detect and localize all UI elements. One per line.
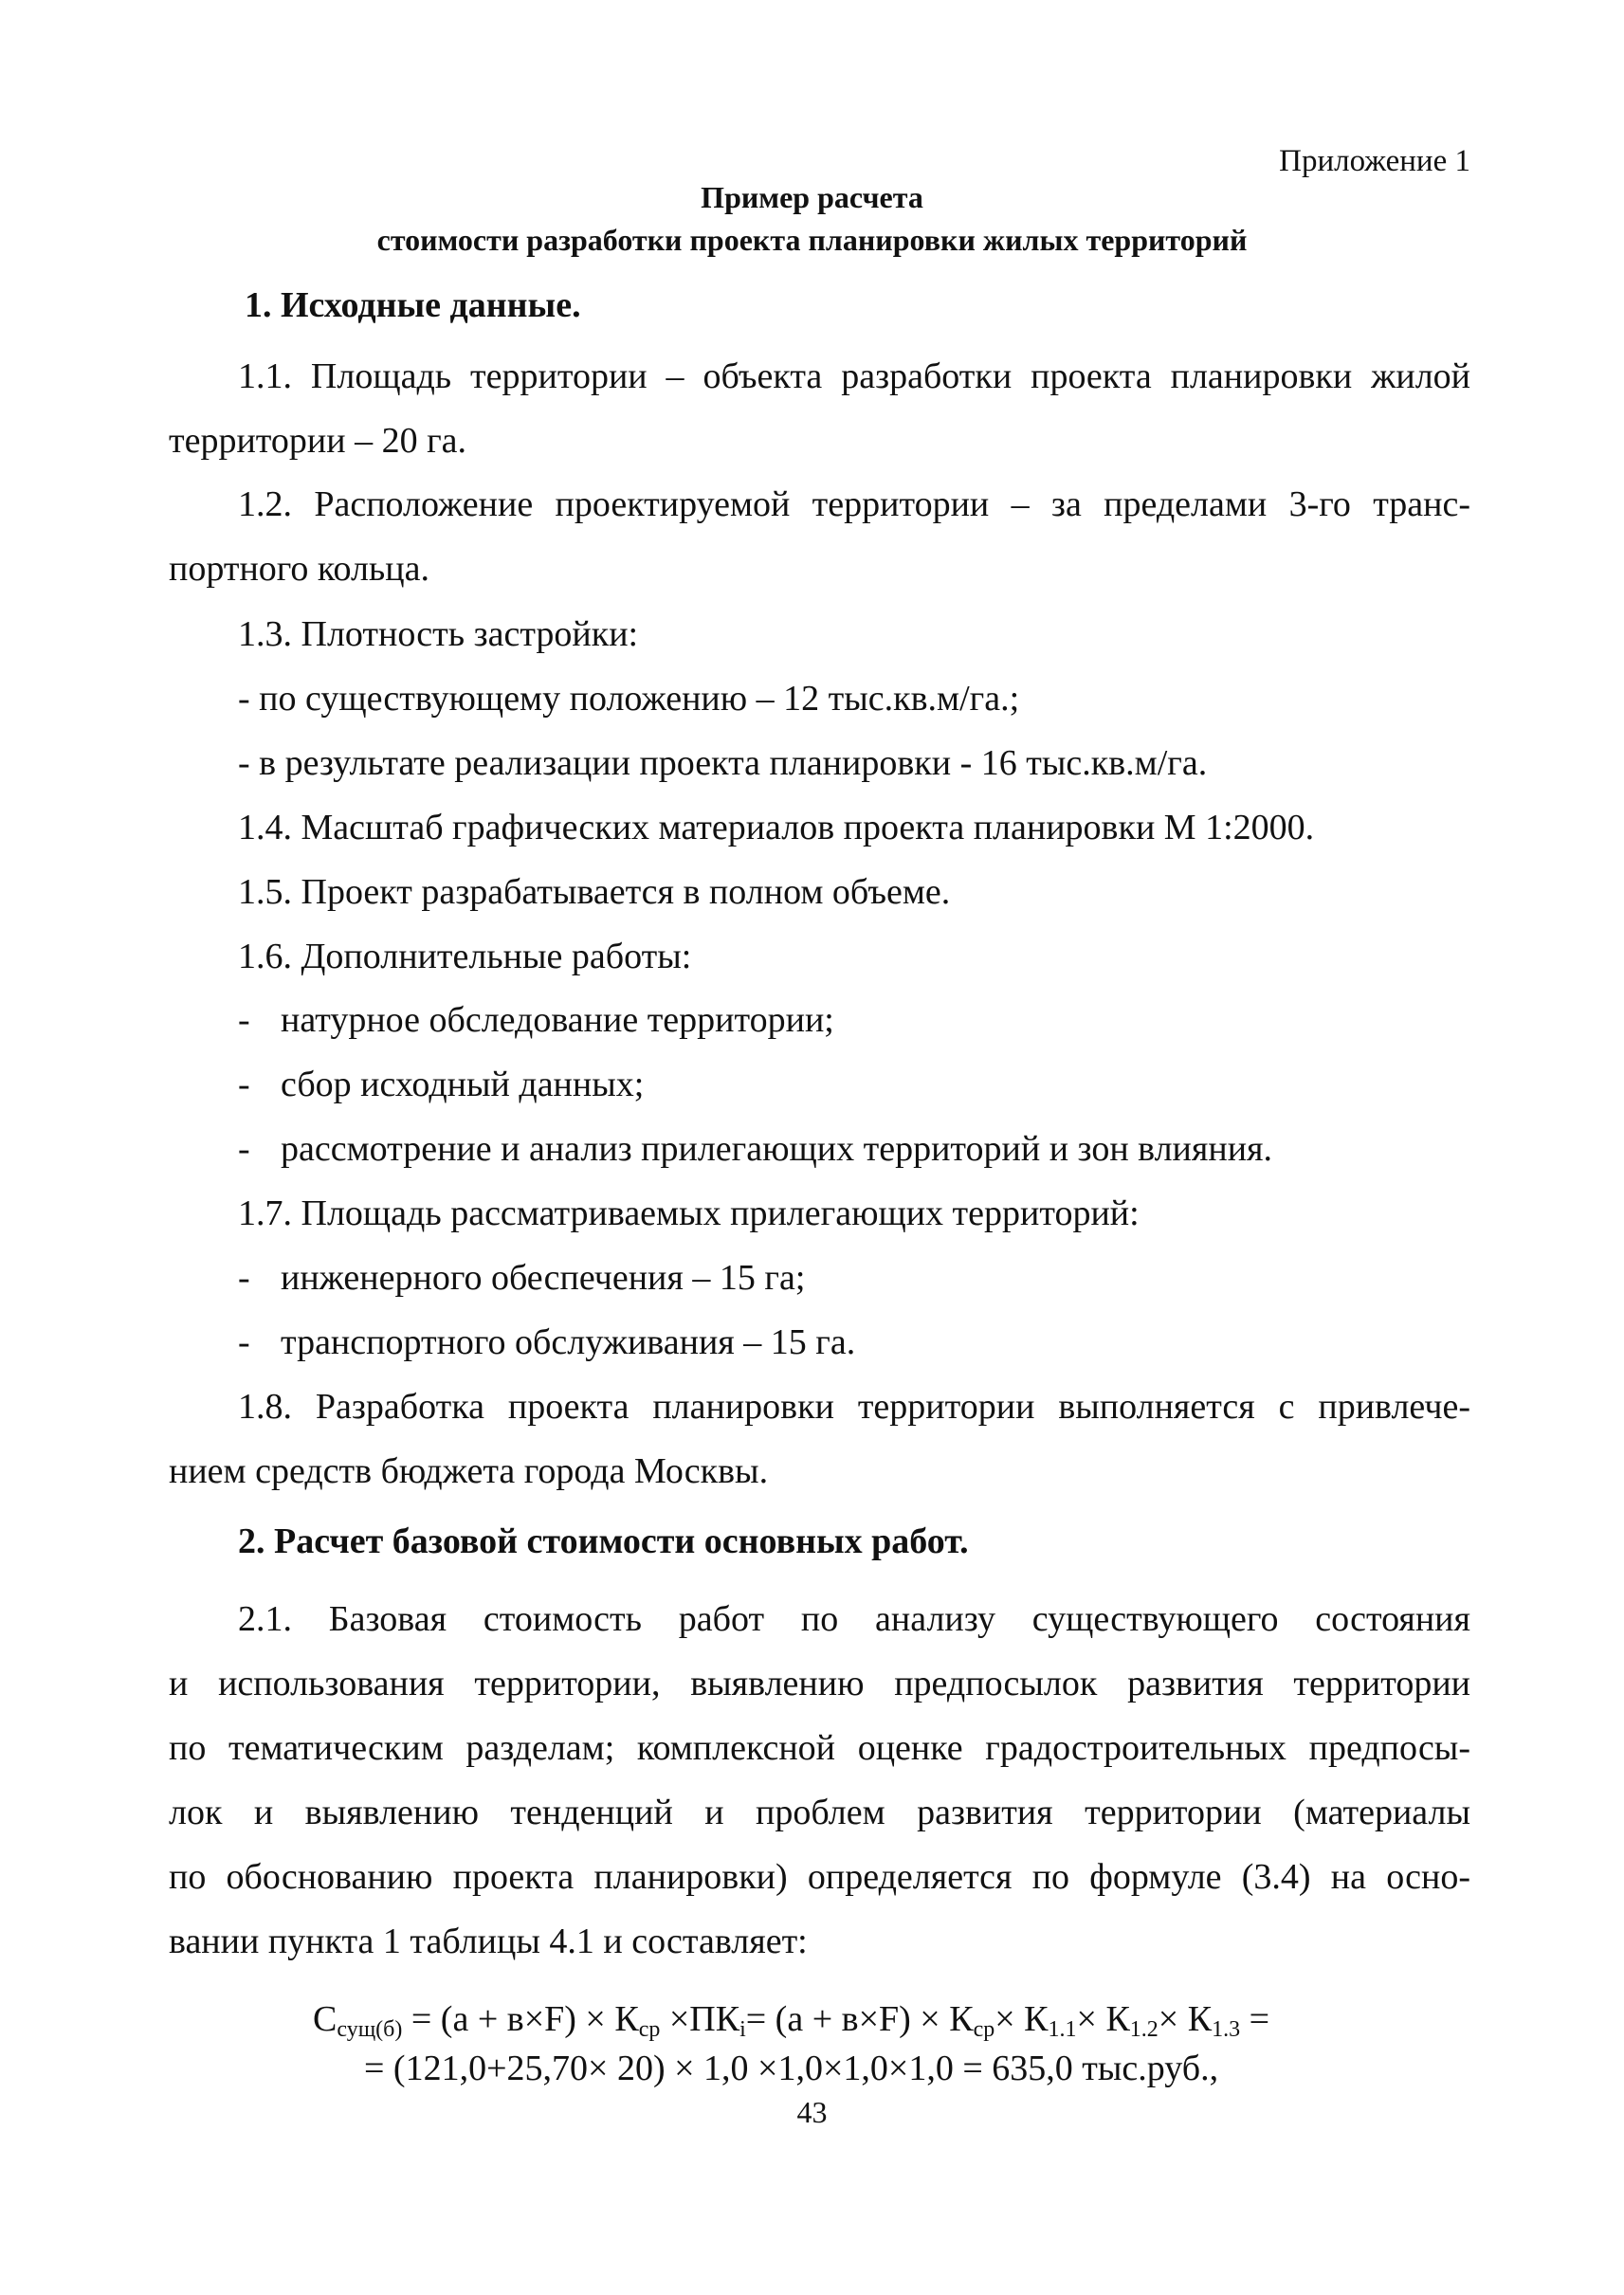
paragraph-1-8-line-1: 1.8. Разработка проекта планировки территории выполняется с привлече- [238, 1387, 1470, 1427]
paragraph-1-3: 1.3. Плотность застройки: [238, 614, 639, 654]
formula-line-2: = (121,0+25,70× 20) × 1,0 ×1,0×1,0×1,0 = 635,0 тыс.руб., [364, 2049, 1219, 2088]
page-number: 43 [796, 2095, 828, 2129]
appendix-label: Приложение 1 [1279, 144, 1470, 178]
paragraph-2-1-last-line: вании пункта 1 таблицы 4.1 и составляет: [169, 1922, 808, 1961]
title-line-2: стоимости разработки проекта планировки жилых территорий [376, 223, 1248, 257]
paragraph-1-6: 1.6. Дополнительные работы: [238, 937, 692, 976]
paragraph-2-1-line: 2.1. Базовая стоимость работ по анализу существующего состояния [238, 1599, 1470, 1639]
paragraph-1-1-line-2: территории – 20 га. [169, 421, 467, 461]
section-2-heading: 2. Расчет базовой стоимости основных работ. [238, 1521, 969, 1561]
paragraph-1-4: 1.4. Масштаб графических материалов проекта планировки М 1:2000. [238, 808, 1315, 847]
paragraph-2-1-line: лок и выявлению тенденций и проблем развития территории (материалы [169, 1793, 1470, 1832]
paragraph-2-1-line: и использования территории, выявлению предпосылок развития территории [169, 1664, 1470, 1703]
paragraph-1-2-line-1: 1.2. Расположение проектируемой территории – за пределами 3-го транс- [238, 484, 1470, 524]
paragraph-1-2-line-2: портного кольца. [169, 549, 429, 589]
paragraph-1-1-line-1: 1.1. Площадь территории – объекта разработки проекта планировки жилой [238, 356, 1470, 396]
title-line-1: Пример расчета [701, 180, 923, 214]
list-dash: - [238, 1258, 250, 1298]
paragraph-2-1-line: по обоснованию проекта планировки) определяется по формуле (3.4) на осно- [169, 1857, 1470, 1897]
adjacent-area-item: инженерного обеспечения – 15 га; [281, 1258, 806, 1298]
list-dash: - [238, 1065, 250, 1104]
section-1-heading: 1. Исходные данные. [245, 285, 581, 325]
list-dash: - [238, 1322, 250, 1362]
adjacent-area-item: транспортного обслуживания – 15 га. [281, 1322, 856, 1362]
additional-work-item: сбор исходный данных; [281, 1065, 645, 1104]
paragraph-1-7: 1.7. Площадь рассматриваемых прилегающих территорий: [238, 1193, 1140, 1233]
list-dash: - [238, 1129, 250, 1169]
list-dash: - [238, 1000, 250, 1040]
additional-work-item: рассмотрение и анализ прилегающих территорий и зон влияния. [281, 1129, 1273, 1169]
paragraph-1-8-line-2: нием средств бюджета города Москвы. [169, 1451, 769, 1491]
paragraph-2-1-line: по тематическим разделам; комплексной оценке градостроительных предпосы- [169, 1728, 1470, 1768]
additional-work-item: натурное обследование территории; [281, 1000, 834, 1040]
paragraph-1-5: 1.5. Проект разрабатывается в полном объеме. [238, 872, 951, 912]
density-projected: - в результате реализации проекта планировки - 16 тыс.кв.м/га. [238, 743, 1208, 783]
density-existing: - по существующему положению – 12 тыс.кв.м/га.; [238, 679, 1020, 719]
formula-line-1: $С_{сущ(б)} = (а + в\times F) \times К_{ср} \times ПК_i= (а + в\times F) \times К_{ср}\times К_{1.1}\times К_{1.2}\times К_{1.3}$ = [313, 1999, 1270, 2042]
